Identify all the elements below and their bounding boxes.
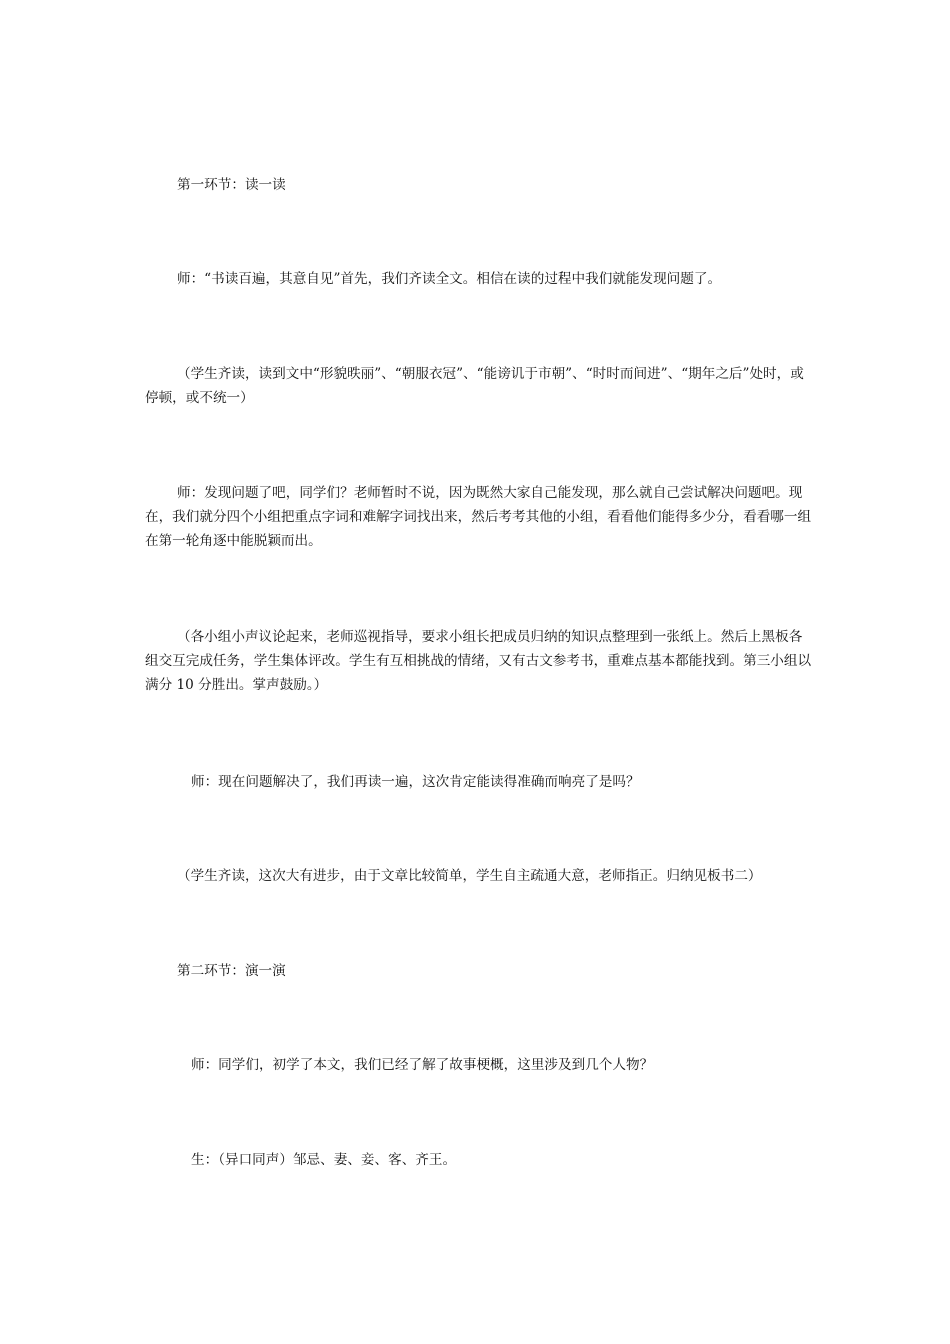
paragraph-teacher-4: 师：同学们，初学了本文，我们已经了解了故事梗概，这里涉及到几个人物？: [191, 1057, 654, 1073]
paragraph-students-3: 生：（异口同声）邹忌、妻、妾、客、齐王。: [191, 1152, 457, 1168]
paragraph-groups: （各小组小声议论起来，老师巡视指导，要求小组长把成员归纳的知识点整理到一张纸上。然后上黑板各组交互完成任务，学生集体评改。学生有互相挑战的情绪，又有古文参考书，重难点基本都能找到。第三小组以满分 10 分胜出。掌声鼓励。）: [145, 629, 812, 693]
section-heading-2: 第二环节：演一演: [177, 963, 286, 979]
paragraph-students-2: （学生齐读，这次大有进步，由于文章比较简单，学生自主疏通大意，老师指正。归纳见板书二）: [177, 868, 762, 884]
paragraph-teacher-3: 师：现在问题解决了，我们再读一遍，这次肯定能读得准确而响亮了是吗？: [191, 774, 640, 790]
paragraph-students-1: （学生齐读，读到文中“形貌昳丽”、“朝服衣冠”、“能谤讥于市朝”、“时时而间进”、“期年之后”处时，或停顿，或不统一）: [145, 366, 804, 406]
paragraph-teacher-2: 师：发现问题了吧，同学们？老师暂时不说，因为既然大家自己能发现，那么就自己尝试解决问题吧。现在，我们就分四个小组把重点字词和难解字词找出来，然后考考其他的小组，看看他们能得多少分，看看哪一组在第一轮角逐中能脱颖而出。: [145, 485, 812, 549]
section-heading-1: 第一环节：读一读: [177, 177, 286, 193]
paragraph-teacher-1: 师：“书读百遍，其意自见”首先，我们齐读全文。相信在读的过程中我们就能发现问题了。: [177, 271, 722, 287]
